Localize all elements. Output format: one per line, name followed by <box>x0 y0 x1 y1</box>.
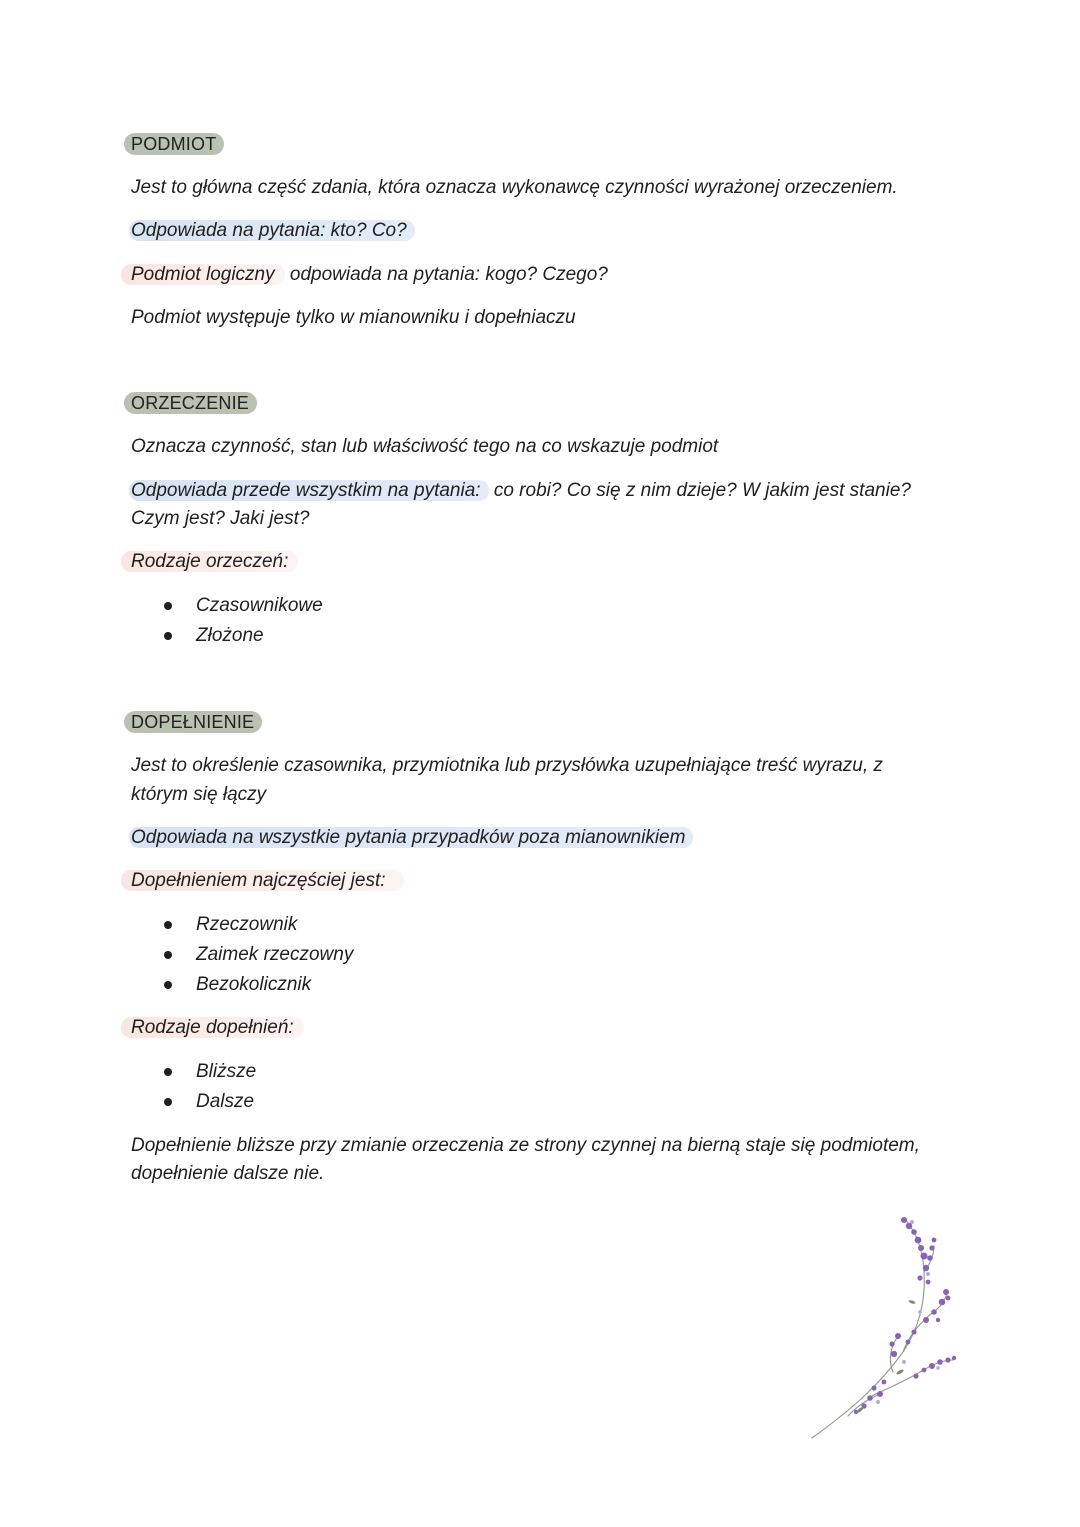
list-item <box>164 1087 256 1117</box>
bullet-icon <box>164 981 172 989</box>
list-item-text: Złożone <box>196 625 264 646</box>
dopelnienie-types-label: Rodzaje dopełnień: <box>121 1017 304 1038</box>
podmiot-logical <box>131 263 608 287</box>
dopelnienie-types-label-row <box>131 1016 304 1040</box>
list-item <box>164 1057 256 1087</box>
bullet-icon <box>164 951 172 959</box>
bullet-icon <box>164 632 172 640</box>
heading-orzeczenie: ORZECZENIE <box>124 392 257 414</box>
bullet-icon <box>164 1098 172 1106</box>
list-item-text: Dalsze <box>196 1091 255 1112</box>
podmiot-logical-rest: odpowiada na pytania: kogo? Czego? <box>284 264 608 285</box>
heading-podmiot: PODMIOT <box>124 133 224 155</box>
dopelnienie-definition-line2: którym się łączy <box>131 784 267 805</box>
podmiot-definition: Jest to główna część zdania, która oznacza wykonawcę czynności wyrażonej orzeczeniem. <box>131 177 898 198</box>
lavender-sprig-icon <box>808 1212 958 1442</box>
dopelnienie-definition-line1: Jest to określenie czasownika, przymiotnika lub przysłówka uzupełniające treść wyrazu, z <box>131 755 883 776</box>
dopelnienie-note-line1: Dopełnienie bliższe przy zmianie orzeczenia ze strony czynnej na bierną staje się podmiotem, <box>131 1135 920 1156</box>
dopelnienie-questions <box>131 826 693 850</box>
orzeczenie-types-label-row <box>131 550 298 574</box>
orzeczenie-types-list <box>164 591 323 651</box>
list-item <box>164 940 353 970</box>
list-item-text: Bliższe <box>196 1061 257 1082</box>
dopelnienie-most-often-list <box>164 910 353 1000</box>
list-item <box>164 910 353 940</box>
dopelnienie-most-often-label: Dopełnieniem najczęściej jest: <box>121 870 404 891</box>
podmiot-questions <box>131 219 415 243</box>
podmiot-questions-text: Odpowiada na pytania: kto? Co? <box>129 220 415 241</box>
heading-dopelnienie: DOPEŁNIENIE <box>124 711 262 733</box>
dopelnienie-note-line2: dopełnienie dalsze nie. <box>131 1163 325 1184</box>
list-item-text: Bezokolicznik <box>196 974 312 995</box>
list-item <box>164 591 323 621</box>
bullet-icon <box>164 921 172 929</box>
dopelnienie-most-often-row <box>131 869 404 893</box>
dopelnienie-questions-text: Odpowiada na wszystkie pytania przypadków poza mianownikiem <box>129 827 693 848</box>
list-item <box>164 621 323 651</box>
dopelnienie-types-list <box>164 1057 256 1117</box>
orzeczenie-types-label: Rodzaje orzeczeń: <box>121 551 298 572</box>
list-item-text: Czasownikowe <box>196 595 323 616</box>
orzeczenie-questions <box>131 479 911 503</box>
bullet-icon <box>164 1068 172 1076</box>
list-item-text: Zaimek rzeczowny <box>196 944 354 965</box>
podmiot-logical-highlight: Podmiot logiczny <box>121 264 285 285</box>
orzeczenie-questions-rest: co robi? Co się z nim dzieje? W jakim jest stanie? <box>488 480 911 501</box>
list-item-text: Rzeczownik <box>196 914 298 935</box>
orzeczenie-definition: Oznacza czynność, stan lub właściwość tego na co wskazuje podmiot <box>131 436 719 457</box>
list-item <box>164 970 353 1000</box>
orzeczenie-questions-highlight: Odpowiada przede wszystkim na pytania: <box>129 480 489 501</box>
podmiot-cases: Podmiot występuje tylko w mianowniku i dopełniaczu <box>131 307 576 328</box>
orzeczenie-questions-line2: Czym jest? Jaki jest? <box>131 508 310 529</box>
bullet-icon <box>164 602 172 610</box>
